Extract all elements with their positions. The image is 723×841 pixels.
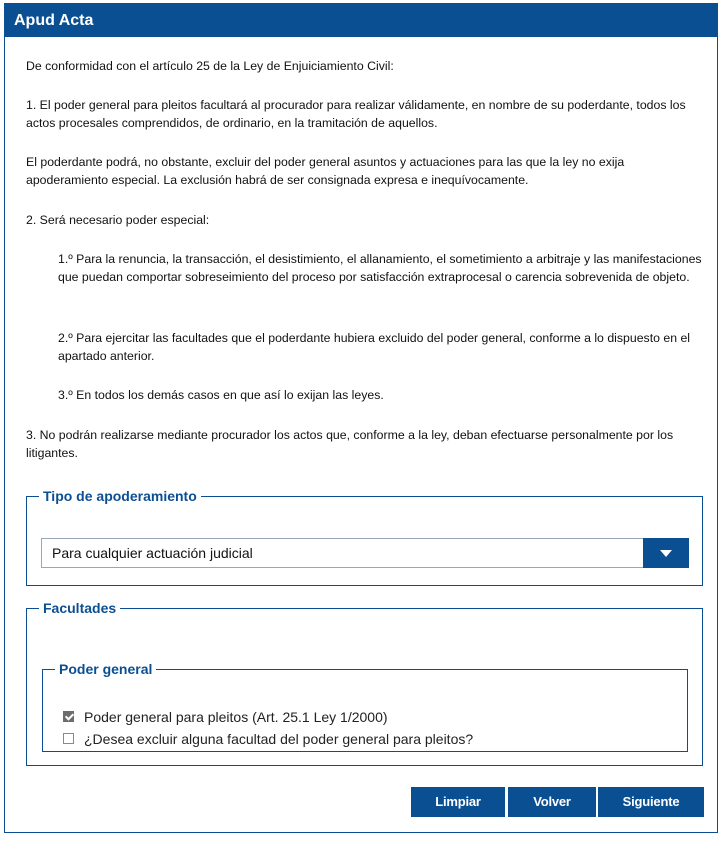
poder-general-pleitos-label: Poder general para pleitos (Art. 25.1 Ley 1/2000) [84,709,388,725]
paragraph-3: 2. Será necesario poder especial: [26,213,210,227]
clear-button[interactable]: Limpiar [411,787,505,817]
apud-acta-panel [4,3,718,833]
panel-title: Apud Acta [5,4,717,37]
intro-text: De conformidad con el artículo 25 de la Ley de Enjuiciamiento Civil: [26,59,394,73]
paragraph-3-2: 2.º Para ejercitar las facultades que el poderdante hubiera excluido del poder general, conforme a lo dispuesto en el apartado anterior. [58,331,691,363]
chevron-down-icon [660,550,672,557]
paragraph-2: El poderdante podrá, no obstante, excluir del poder general asuntos y actuaciones para las que la ley no exija apoderamiento especial. La exclusión habrá de ser consignada expresa e inequívocamente. [26,155,625,187]
tipo-apoderamiento-select[interactable] [41,538,689,568]
next-button[interactable]: Siguiente [598,787,704,817]
facultades-fieldset [26,600,703,766]
paragraph-4: 3. No podrán realizarse mediante procurador los actos que, conforme a la ley, deban efectuarse personalmente por los litigantes. [26,428,674,460]
poder-general-legend: Poder general [59,661,153,677]
paragraph-3-1: 1.º Para la renuncia, la transacción, el desistimiento, el allanamiento, el sometimiento a arbitraje y las manifestaciones que puedan comportar sobreseimiento del proceso por satisfacción extraprocesal o carencia sobrevenida de objeto. [58,252,702,284]
paragraph-1: 1. El poder general para pleitos facultará al procurador para realizar válidamente, en nombre de su poderdante, todos los actos procesales comprendidos, de ordinario, en la tramitación de aquellos. [26,98,686,130]
tipo-apoderamiento-fieldset [26,488,703,586]
poder-general-pleitos-checkbox[interactable] [63,711,74,722]
facultades-legend: Facultades [43,600,117,616]
poder-general-fieldset [42,661,688,752]
paragraph-3-3: 3.º En todos los demás casos en que así lo exijan las leyes. [58,388,384,402]
tipo-apoderamiento-legend: Tipo de apoderamiento [43,488,197,504]
excluir-facultad-checkbox[interactable] [63,733,74,744]
dropdown-button[interactable] [643,538,689,568]
excluir-facultad-label: ¿Desea excluir alguna facultad del poder general para pleitos? [84,731,474,747]
back-button[interactable]: Volver [508,787,596,817]
select-value: Para cualquier actuación judicial [52,545,253,561]
